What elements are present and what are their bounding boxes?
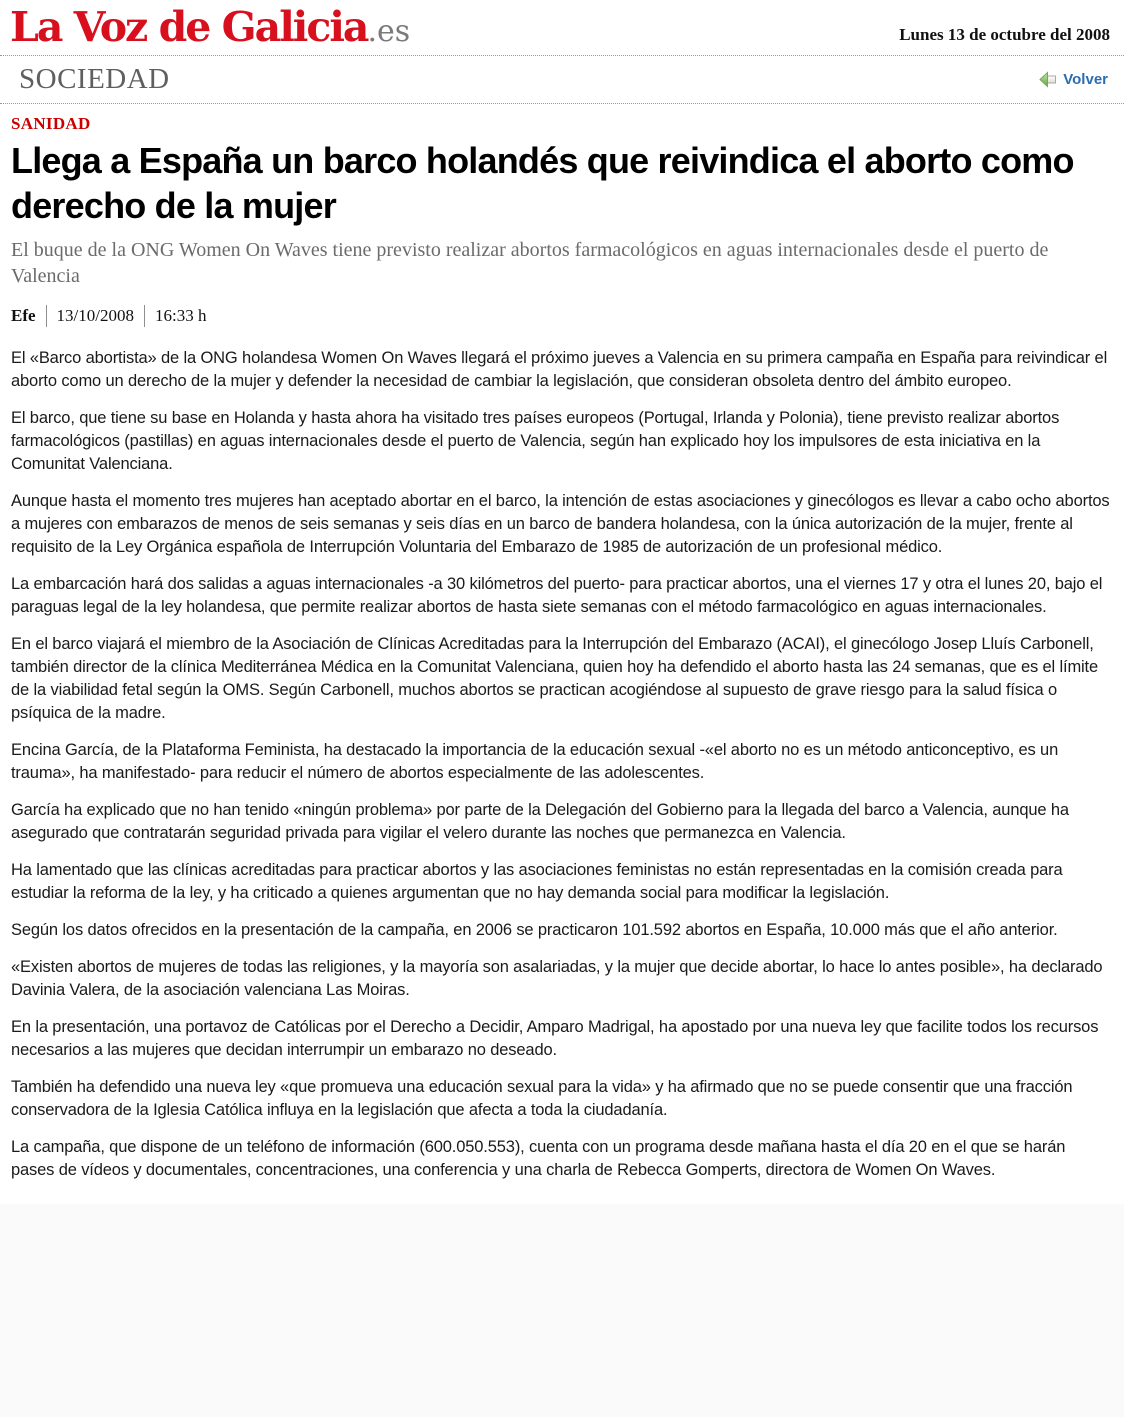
article <box>0 104 1124 1196</box>
article-paragraph: En el barco viajará el miembro de la Asociación de Clínicas Acreditadas para la Interrupción del Embarazo (ACAI), el ginecólogo Josep Lluís Carbonell, también director de la clínica Mediterránea Médica en la Comunitat Valenciana, quien hoy ha defendido el aborto hasta las 24 semanas, que es el límite de la viabilidad fetal según la OMS. Según Carbonell, muchos abortos se practican acogiéndose al supuesto de grave riesgo para la salud física o psíquica de la madre. <box>11 635 1099 723</box>
back-link[interactable] <box>1039 71 1108 88</box>
site-logo[interactable] <box>10 3 411 51</box>
byline-date: 13/10/2008 <box>56 306 134 326</box>
site-logo-text: La Voz de Galicia <box>10 3 368 51</box>
article-paragraph: El «Barco abortista» de la ONG holandesa Women On Waves llegará el próximo jueves a Valencia en su primera campaña en España para reivindicar el aborto como un derecho de la mujer y defender la necesidad de cambiar la legislación, que consideran obsoleta dentro del ámbito europeo. <box>11 349 1108 391</box>
article-paragraph: Ha lamentado que las clínicas acreditadas para practicar abortos y las asociaciones feministas no están representadas en la comisión creada para estudiar la reforma de la ley, y ha criticado a quienes argumentan que no hay demanda social para modificar la legislación. <box>11 861 1063 903</box>
page-footer <box>0 1204 1124 1417</box>
article-paragraph: La campaña, que dispone de un teléfono de información (600.050.553), cuenta con un programa desde mañana hasta el día 20 en el que se harán pases de vídeos y documentales, concentraciones, una conferencia y una charla de Rebecca Gomperts, directora de Women On Waves. <box>11 1138 1066 1180</box>
article-paragraph: García ha explicado que no han tenido «ningún problema» por parte de la Delegación del Gobierno para la llegada del barco a Valencia, aunque ha asegurado que contratarán seguridad privada para vigilar el velero durante las noches que permanezca en Valencia. <box>11 801 1069 843</box>
article-subheadline: El buque de la ONG Women On Waves tiene previsto realizar abortos farmacológicos en aguas internacionales desde el puerto de Valencia <box>11 239 1049 288</box>
byline-separator <box>46 305 47 327</box>
byline-separator <box>144 305 145 327</box>
article-paragraph: El barco, que tiene su base en Holanda y hasta ahora ha visitado tres países europeos (Portugal, Irlanda y Polonia), tiene previsto realizar abortos farmacológicos (pastillas) en aguas internacionales desde el puerto de Valencia, según han explicado hoy los impulsores de esta iniciativa en la Comunitat Valenciana. <box>11 409 1060 474</box>
section-bar <box>0 55 1124 104</box>
back-arrow-icon <box>1039 71 1057 88</box>
article-paragraph: «Existen abortos de mujeres de todas las religiones, y la mayoría son asalariadas, y la mujer que decide abortar, lo hace lo antes posible», ha declarado Davinia Valera, de la asociación valenciana Las Moiras. <box>11 958 1103 1000</box>
article-paragraph: En la presentación, una portavoz de Católicas por el Derecho a Decidir, Amparo Madrigal, ha apostado por una nueva ley que facilite todos los recursos necesarios a las mujeres que decidan interrumpir un embarazo no deseado. <box>11 1018 1099 1060</box>
site-logo-suffix: .es <box>367 14 411 49</box>
article-paragraph: La embarcación hará dos salidas a aguas internacionales -a 30 kilómetros del puerto- para practicar abortos, una el viernes 17 y otra el lunes 20, bajo el paraguas legal de la ley holandesa, que permite realizar abortos de hasta siete semanas con el método farmacológico en aguas internacionales. <box>11 575 1103 617</box>
article-kicker: SANIDAD <box>11 114 91 134</box>
article-paragraph: Aunque hasta el momento tres mujeres han aceptado abortar en el barco, la intención de estas asociaciones y ginecólogos es llevar a cabo ocho abortos a mujeres con embarazos de menos de seis semanas y seis días en un barco de bandera holandesa, con la única autorización de la mujer, frente al requisito de la Ley Orgánica española de Interrupción Voluntaria del Embarazo de 1985 de autorización de un profesional médico. <box>11 492 1110 557</box>
section-title-link[interactable]: SOCIEDAD <box>19 63 170 96</box>
byline-time: 16:33 h <box>155 306 207 326</box>
back-link-label: Volver <box>1063 71 1108 89</box>
article-body <box>11 347 1110 1182</box>
article-headline: Llega a España un barco holandés que reivindica el aborto como derecho de la mujer <box>11 140 1074 226</box>
top-header <box>0 0 1124 55</box>
byline-agency: Efe <box>11 306 36 326</box>
article-byline <box>11 305 1110 327</box>
article-paragraph: Según los datos ofrecidos en la presentación de la campaña, en 2006 se practicaron 101.592 abortos en España, 10.000 más que el año anterior. <box>11 921 1058 940</box>
edition-date: Lunes 13 de octubre del 2008 <box>899 25 1110 45</box>
article-paragraph: Encina García, de la Plataforma Feminista, ha destacado la importancia de la educación sexual -«el aborto no es un método anticonceptivo, es un trauma», ha manifestado- para reducir el número de abortos especialmente de las adolescentes. <box>11 741 1059 783</box>
article-paragraph: También ha defendido una nueva ley «que promueva una educación sexual para la vida» y ha afirmado que no se puede consentir que una fracción conservadora de la Iglesia Católica influya en la legislación que afecta a toda la ciudadanía. <box>11 1078 1073 1120</box>
